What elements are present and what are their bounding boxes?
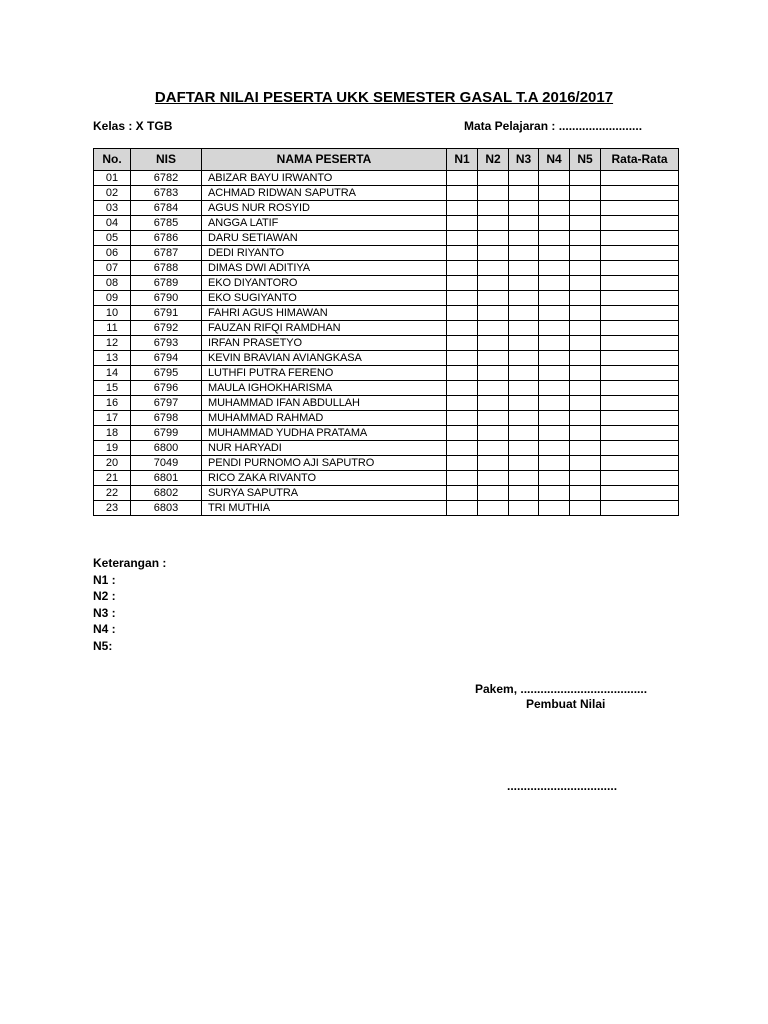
cell-nis: 6793 [131,336,202,351]
grades-table [93,148,679,516]
cell-nama: AGUS NUR ROSYID [202,201,447,216]
cell-n2 [478,366,509,381]
cell-rata-rata [601,246,679,261]
table-body [94,171,679,516]
cell-n3 [509,306,539,321]
cell-n5 [570,171,601,186]
cell-n5 [570,336,601,351]
table-row [94,471,679,486]
cell-no: 10 [94,306,131,321]
cell-rata-rata [601,426,679,441]
cell-n5 [570,216,601,231]
cell-rata-rata [601,366,679,381]
cell-no: 20 [94,456,131,471]
cell-n1 [447,246,478,261]
cell-n2 [478,216,509,231]
cell-nis: 6800 [131,441,202,456]
cell-n1 [447,186,478,201]
header-nama: NAMA PESERTA [202,149,447,171]
header-n1: N1 [447,149,478,171]
cell-nama: DIMAS DWI ADITIYA [202,261,447,276]
cell-n3 [509,426,539,441]
header-no: No. [94,149,131,171]
cell-nis: 6797 [131,396,202,411]
cell-n4 [539,246,570,261]
cell-n3 [509,276,539,291]
class-label: Kelas : X TGB [93,119,173,133]
cell-nis: 6782 [131,171,202,186]
cell-n3 [509,216,539,231]
cell-n2 [478,456,509,471]
cell-n5 [570,261,601,276]
cell-n2 [478,441,509,456]
cell-no: 05 [94,231,131,246]
header-n2: N2 [478,149,509,171]
cell-n1 [447,366,478,381]
cell-no: 23 [94,501,131,516]
cell-n4 [539,276,570,291]
cell-nama: DEDI RIYANTO [202,246,447,261]
table-row [94,486,679,501]
cell-n5 [570,291,601,306]
table-row [94,261,679,276]
note-n5: N5: [93,638,113,653]
cell-n5 [570,276,601,291]
cell-n5 [570,351,601,366]
cell-n4 [539,381,570,396]
cell-n4 [539,216,570,231]
table-row [94,171,679,186]
table-row [94,306,679,321]
table-row [94,201,679,216]
table-row [94,276,679,291]
table-row [94,216,679,231]
cell-rata-rata [601,456,679,471]
cell-n3 [509,486,539,501]
cell-nama: IRFAN PRASETYO [202,336,447,351]
cell-n5 [570,396,601,411]
cell-n5 [570,306,601,321]
cell-n5 [570,471,601,486]
cell-n4 [539,486,570,501]
cell-n4 [539,231,570,246]
cell-nama: MUHAMMAD IFAN ABDULLAH [202,396,447,411]
cell-nama: PENDI PURNOMO AJI SAPUTRO [202,456,447,471]
subject-label: Mata Pelajaran : ......................... [464,119,643,133]
cell-n4 [539,261,570,276]
cell-n2 [478,471,509,486]
cell-rata-rata [601,501,679,516]
cell-n2 [478,231,509,246]
cell-n3 [509,456,539,471]
cell-no: 15 [94,381,131,396]
cell-nama: FAUZAN RIFQI RAMDHAN [202,321,447,336]
table-row [94,396,679,411]
cell-nis: 6785 [131,216,202,231]
cell-nama: ABIZAR BAYU IRWANTO [202,171,447,186]
cell-n1 [447,306,478,321]
table-header-row [94,149,679,171]
cell-nama: TRI MUTHIA [202,501,447,516]
cell-n1 [447,381,478,396]
cell-n3 [509,291,539,306]
table-row [94,426,679,441]
table-row [94,456,679,471]
cell-n5 [570,246,601,261]
cell-n1 [447,276,478,291]
cell-no: 08 [94,276,131,291]
cell-n5 [570,231,601,246]
cell-n1 [447,471,478,486]
cell-n4 [539,501,570,516]
cell-nama: FAHRI AGUS HIMAWAN [202,306,447,321]
cell-nama: MAULA IGHOKHARISMA [202,381,447,396]
cell-n1 [447,216,478,231]
cell-n3 [509,246,539,261]
cell-n5 [570,501,601,516]
cell-n3 [509,411,539,426]
cell-n5 [570,486,601,501]
cell-n5 [570,441,601,456]
table-row [94,411,679,426]
cell-n5 [570,366,601,381]
cell-n2 [478,426,509,441]
cell-n3 [509,261,539,276]
cell-n4 [539,471,570,486]
cell-n1 [447,426,478,441]
cell-no: 03 [94,201,131,216]
cell-no: 07 [94,261,131,276]
cell-no: 14 [94,366,131,381]
cell-n4 [539,426,570,441]
cell-n2 [478,276,509,291]
cell-n1 [447,501,478,516]
cell-n3 [509,231,539,246]
cell-nis: 6801 [131,471,202,486]
table-row [94,381,679,396]
cell-n4 [539,171,570,186]
table-row [94,441,679,456]
cell-nis: 7049 [131,456,202,471]
cell-n3 [509,321,539,336]
cell-nis: 6799 [131,426,202,441]
cell-rata-rata [601,186,679,201]
cell-nis: 6803 [131,501,202,516]
cell-n4 [539,456,570,471]
table-row [94,186,679,201]
cell-rata-rata [601,306,679,321]
cell-no: 09 [94,291,131,306]
table-row [94,321,679,336]
cell-no: 17 [94,411,131,426]
cell-rata-rata [601,471,679,486]
cell-n5 [570,381,601,396]
cell-nis: 6786 [131,231,202,246]
cell-n2 [478,501,509,516]
cell-n1 [447,411,478,426]
cell-no: 12 [94,336,131,351]
cell-nama: KEVIN BRAVIAN AVIANGKASA [202,351,447,366]
note-n2: N2 : [93,589,116,604]
cell-nis: 6795 [131,366,202,381]
signature-place-date: Pakem, ...................................... [475,682,648,696]
cell-n4 [539,411,570,426]
table-row [94,366,679,381]
cell-rata-rata [601,231,679,246]
cell-no: 13 [94,351,131,366]
cell-rata-rata [601,411,679,426]
cell-n3 [509,366,539,381]
table-row [94,246,679,261]
cell-n5 [570,411,601,426]
cell-n2 [478,291,509,306]
cell-nama: LUTHFI PUTRA FERENO [202,366,447,381]
cell-no: 18 [94,426,131,441]
cell-n4 [539,306,570,321]
cell-no: 04 [94,216,131,231]
cell-n1 [447,396,478,411]
cell-n1 [447,261,478,276]
cell-nis: 6789 [131,276,202,291]
cell-n4 [539,351,570,366]
notes-section [93,555,166,655]
cell-n2 [478,321,509,336]
cell-nis: 6794 [131,351,202,366]
cell-n4 [539,396,570,411]
signature-role: Pembuat Nilai [526,697,606,711]
table-row [94,501,679,516]
cell-n4 [539,336,570,351]
cell-rata-rata [601,396,679,411]
cell-rata-rata [601,216,679,231]
cell-n1 [447,486,478,501]
cell-no: 11 [94,321,131,336]
cell-n4 [539,201,570,216]
cell-n2 [478,186,509,201]
table-row [94,336,679,351]
cell-nis: 6791 [131,306,202,321]
cell-n1 [447,336,478,351]
cell-n5 [570,186,601,201]
cell-no: 02 [94,186,131,201]
header-n4: N4 [539,149,570,171]
cell-n4 [539,186,570,201]
cell-nama: ANGGA LATIF [202,216,447,231]
cell-n5 [570,426,601,441]
cell-nama: MUHAMMAD YUDHA PRATAMA [202,426,447,441]
cell-n1 [447,171,478,186]
table-row [94,351,679,366]
cell-n2 [478,246,509,261]
cell-n3 [509,396,539,411]
cell-rata-rata [601,201,679,216]
document-title: DAFTAR NILAI PESERTA UKK SEMESTER GASAL T.A 2016/2017 [154,89,614,106]
cell-rata-rata [601,276,679,291]
cell-n3 [509,351,539,366]
cell-nis: 6802 [131,486,202,501]
cell-rata-rata [601,381,679,396]
cell-nama: EKO DIYANTORO [202,276,447,291]
cell-n3 [509,201,539,216]
cell-n2 [478,261,509,276]
header-nis: NIS [131,149,202,171]
table-row [94,231,679,246]
cell-n3 [509,381,539,396]
cell-n2 [478,381,509,396]
cell-rata-rata [601,336,679,351]
notes-heading: Keterangan : [93,556,167,570]
cell-nis: 6792 [131,321,202,336]
cell-n2 [478,486,509,501]
cell-no: 21 [94,471,131,486]
cell-rata-rata [601,291,679,306]
cell-n3 [509,501,539,516]
cell-rata-rata [601,441,679,456]
cell-rata-rata [601,351,679,366]
table-row [94,291,679,306]
cell-n2 [478,171,509,186]
cell-n3 [509,186,539,201]
cell-nis: 6783 [131,186,202,201]
cell-rata-rata [601,261,679,276]
cell-nama: RICO ZAKA RIVANTO [202,471,447,486]
cell-nama: ACHMAD RIDWAN SAPUTRA [202,186,447,201]
cell-no: 01 [94,171,131,186]
cell-n4 [539,291,570,306]
cell-no: 16 [94,396,131,411]
cell-n1 [447,351,478,366]
cell-nama: NUR HARYADI [202,441,447,456]
cell-n3 [509,441,539,456]
cell-n5 [570,321,601,336]
cell-n3 [509,171,539,186]
cell-rata-rata [601,321,679,336]
header-n3: N3 [509,149,539,171]
cell-n4 [539,366,570,381]
cell-no: 19 [94,441,131,456]
note-n4: N4 : [93,622,116,637]
cell-n2 [478,201,509,216]
header-rata-rata: Rata-Rata [601,149,679,171]
cell-n2 [478,351,509,366]
cell-n1 [447,291,478,306]
cell-n2 [478,306,509,321]
cell-n1 [447,456,478,471]
cell-nama: SURYA SAPUTRA [202,486,447,501]
cell-rata-rata [601,486,679,501]
cell-n2 [478,336,509,351]
cell-no: 22 [94,486,131,501]
note-n3: N3 : [93,605,116,620]
cell-nis: 6796 [131,381,202,396]
cell-n1 [447,321,478,336]
cell-n4 [539,441,570,456]
signature-line: ................................. [507,779,618,793]
header-n5: N5 [570,149,601,171]
cell-n1 [447,231,478,246]
cell-nama: DARU SETIAWAN [202,231,447,246]
cell-n5 [570,456,601,471]
cell-nis: 6788 [131,261,202,276]
cell-n4 [539,321,570,336]
cell-nis: 6798 [131,411,202,426]
cell-n3 [509,471,539,486]
cell-nis: 6790 [131,291,202,306]
cell-n1 [447,201,478,216]
cell-nis: 6787 [131,246,202,261]
cell-nama: EKO SUGIYANTO [202,291,447,306]
cell-n3 [509,336,539,351]
cell-nama: MUHAMMAD RAHMAD [202,411,447,426]
cell-rata-rata [601,171,679,186]
cell-n2 [478,396,509,411]
cell-n5 [570,201,601,216]
cell-nis: 6784 [131,201,202,216]
cell-no: 06 [94,246,131,261]
cell-n1 [447,441,478,456]
note-n1: N1 : [93,572,116,587]
cell-n2 [478,411,509,426]
